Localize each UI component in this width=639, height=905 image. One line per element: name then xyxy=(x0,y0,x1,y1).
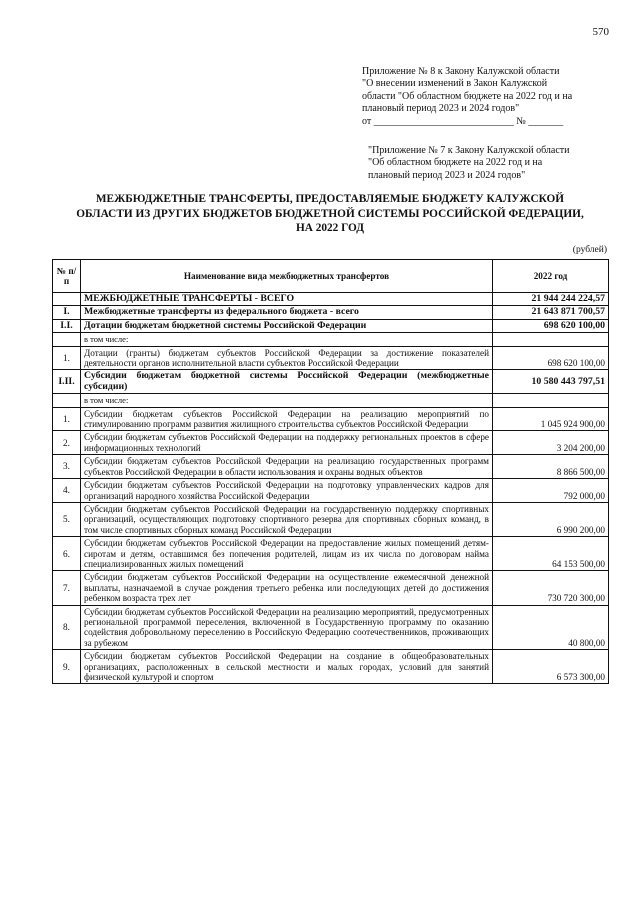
table-row xyxy=(53,293,609,306)
row-number: I.I. xyxy=(53,319,81,332)
row-number xyxy=(53,394,81,407)
appendix-line: плановый период 2023 и 2024 годов" xyxy=(368,169,526,181)
row-value: 21 944 244 224,57 xyxy=(493,293,609,306)
title-line: МЕЖБЮДЖЕТНЫЕ ТРАНСФЕРТЫ, ПРЕДОСТАВЛЯЕМЫЕ БЮДЖЕТУ КАЛУЖСКОЙ xyxy=(95,193,565,205)
row-number: 1. xyxy=(53,346,81,370)
table-row xyxy=(53,537,609,571)
header-name: Наименование вида межбюджетных трансфертов xyxy=(81,260,493,293)
row-name: Субсидии бюджетам субъектов Российской Федерации на реализацию мероприятий по стимулированию программ развития жилищного строительства субъектов Российской Федерации xyxy=(81,407,493,431)
row-name: Субсидии бюджетам субъектов Российской Федерации на государственную поддержку спортивных организаций, осуществляющих подготовку спортивного резерва для спортивных сборных команд, в том числе спортивных сборных команд Российской Федерации xyxy=(81,502,493,536)
table-row xyxy=(53,455,609,479)
row-number: I. xyxy=(53,306,81,319)
document-title xyxy=(52,192,608,236)
table-row xyxy=(53,605,609,650)
row-value: 64 153 500,00 xyxy=(493,537,609,571)
row-name: Субсидии бюджетам субъектов Российской Федерации на реализацию государственных программ субъектов Российской Федерации в области использования и охраны водных объектов xyxy=(81,455,493,479)
row-value: 698 620 100,00 xyxy=(493,319,609,332)
row-value xyxy=(493,394,609,407)
header-num: № п/п xyxy=(53,260,81,293)
appendix-line: "О внесении изменений в Закон Калужской xyxy=(362,78,548,90)
row-value: 21 643 871 700,57 xyxy=(493,306,609,319)
row-number xyxy=(53,333,81,346)
table-row xyxy=(53,370,609,394)
row-value: 8 866 500,00 xyxy=(493,455,609,479)
appendix-line: "Приложение № 7 к Закону Калужской области xyxy=(368,145,570,156)
table-row xyxy=(53,319,609,332)
table-row xyxy=(53,306,609,319)
appendix-line: от ____________________________ № _______ xyxy=(362,115,564,127)
row-value: 792 000,00 xyxy=(493,479,609,503)
row-name: МЕЖБЮДЖЕТНЫЕ ТРАНСФЕРТЫ - ВСЕГО xyxy=(81,293,493,306)
row-number: 4. xyxy=(53,479,81,503)
title-line: ОБЛАСТИ ИЗ ДРУГИХ БЮДЖЕТОВ БЮДЖЕТНОЙ СИСТЕМЫ РОССИЙСКОЙ ФЕДЕРАЦИИ, xyxy=(76,207,584,220)
title-line: НА 2022 ГОД xyxy=(295,222,365,235)
units-label: (рублей) xyxy=(572,245,607,255)
row-number: 9. xyxy=(53,650,81,684)
row-value: 40 800,00 xyxy=(493,605,609,650)
page-number: 570 xyxy=(592,26,609,38)
row-number: 5. xyxy=(53,502,81,536)
appendix-line: плановый период 2023 и 2024 годов" xyxy=(362,103,520,115)
row-name: Субсидии бюджетам субъектов Российской Федерации на создание в общеобразовательных организациях, расположенных в сельской местности и малых городах, условий для занятий физической культурой и спортом xyxy=(81,650,493,684)
row-number: 3. xyxy=(53,455,81,479)
row-name: Межбюджетные трансферты из федерального бюджета - всего xyxy=(81,306,493,319)
table-row xyxy=(53,346,609,370)
row-value: 10 580 443 797,51 xyxy=(493,370,609,394)
row-number: 7. xyxy=(53,571,81,605)
table-row xyxy=(53,333,609,346)
row-name: Субсидии бюджетам бюджетной системы Российской Федерации (межбюджетные субсидии) xyxy=(81,370,493,394)
table-row xyxy=(53,479,609,503)
row-number: 1. xyxy=(53,407,81,431)
transfers-table xyxy=(52,259,609,684)
table-row xyxy=(53,571,609,605)
row-name: Субсидии бюджетам субъектов Российской Федерации на подготовку управленческих кадров для организаций народного хозяйства Российской Федерации xyxy=(81,479,493,503)
row-value: 1 045 924 900,00 xyxy=(493,407,609,431)
row-value: 6 990 200,00 xyxy=(493,502,609,536)
row-name: в том числе: xyxy=(81,333,493,346)
row-number: 2. xyxy=(53,431,81,455)
row-number xyxy=(53,293,81,306)
row-name: Дотации (гранты) бюджетам субъектов Российской Федерации за достижение показателей деятельности органов исполнительной власти субъектов Российской Федерации xyxy=(81,346,493,370)
table-row xyxy=(53,431,609,455)
table-row xyxy=(53,502,609,536)
row-number: 8. xyxy=(53,605,81,650)
row-value: 698 620 100,00 xyxy=(493,346,609,370)
row-number: 6. xyxy=(53,537,81,571)
appendix-line: области "Об областном бюджете на 2022 год и на xyxy=(362,90,573,102)
appendix-header xyxy=(362,66,612,128)
row-name: Субсидии бюджетам субъектов Российской Федерации на поддержку региональных проектов в сфере информационных технологий xyxy=(81,431,493,455)
table-row xyxy=(53,650,609,684)
row-value: 6 573 300,00 xyxy=(493,650,609,684)
row-value: 3 204 200,00 xyxy=(493,431,609,455)
table-row xyxy=(53,394,609,407)
row-name: Дотации бюджетам бюджетной системы Российской Федерации xyxy=(81,319,493,332)
table-header-row xyxy=(53,260,609,293)
row-value xyxy=(493,333,609,346)
row-value: 730 720 300,00 xyxy=(493,571,609,605)
row-name: Субсидии бюджетам субъектов Российской Федерации на предоставление жилых помещений детям-сиротам и детям, оставшимся без попечения родителей, лицам из их числа по договорам найма специализированных жилых помещений xyxy=(81,537,493,571)
header-year: 2022 год xyxy=(493,260,609,293)
previous-appendix-header xyxy=(368,145,618,182)
row-number: I.II. xyxy=(53,370,81,394)
row-name: в том числе: xyxy=(81,394,493,407)
row-name: Субсидии бюджетам субъектов Российской Федерации на осуществление ежемесячной денежной выплаты, назначаемой в случае рождения третьего ребенка или последующих детей до достижения ребенком возраста трех лет xyxy=(81,571,493,605)
row-name: Субсидии бюджетам субъектов Российской Федерации на реализацию мероприятий, предусмотренных региональной программой переселения, включенной в Государственную программу по оказанию содействия добровольному переселению в Российскую Федерацию соотечественников, проживающих за рубежом xyxy=(81,605,493,650)
appendix-line: "Об областном бюджете на 2022 год и на xyxy=(368,157,543,169)
table-row xyxy=(53,407,609,431)
appendix-line: Приложение № 8 к Закону Калужской области xyxy=(362,66,560,77)
